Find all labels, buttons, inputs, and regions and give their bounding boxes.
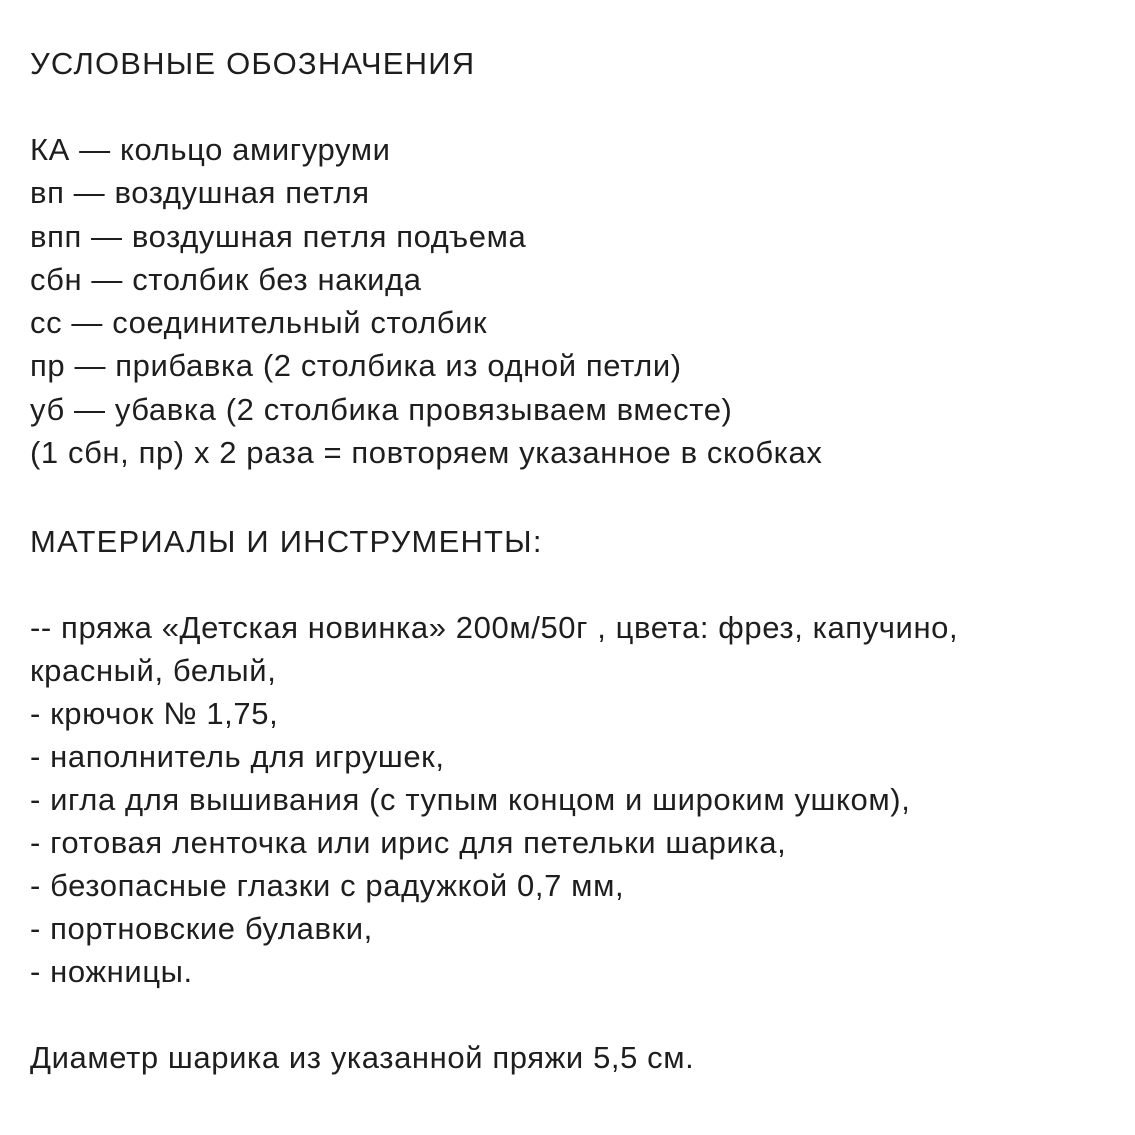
materials-item: - готовая ленточка или ирис для петельки шарика, xyxy=(30,825,787,860)
materials-item: - безопасные глазки с радужкой 0,7 мм, xyxy=(30,868,625,903)
materials-item: - крючок № 1,75, xyxy=(30,696,279,731)
legend-heading: УСЛОВНЫЕ ОБОЗНАЧЕНИЯ xyxy=(30,46,476,81)
materials-item: - ножницы. xyxy=(30,954,193,989)
materials-item: - игла для вышивания (с тупым концом и широким ушком), xyxy=(30,782,911,817)
legend-item: сбн — столбик без накида xyxy=(30,262,422,297)
legend-item: уб — убавка (2 столбика провязываем вместе) xyxy=(30,392,733,427)
legend-item: сс — соединительный столбик xyxy=(30,305,488,340)
materials-item: красный, белый, xyxy=(30,653,277,688)
materials-item: -- пряжа «Детская новинка» 200м/50г , цвета: фрез, капучино, xyxy=(30,610,959,645)
ball-diameter-note: Диаметр шарика из указанной пряжи 5,5 см. xyxy=(30,1040,695,1075)
legend-item: пр — прибавка (2 столбика из одной петли) xyxy=(30,348,682,383)
legend-item: КА — кольцо амигуруми xyxy=(30,132,391,167)
materials-item: - наполнитель для игрушек, xyxy=(30,739,445,774)
materials-heading: МАТЕРИАЛЫ И ИНСТРУМЕНТЫ: xyxy=(30,524,543,559)
legend-item: (1 сбн, пр) х 2 раза = повторяем указанное в скобках xyxy=(30,435,823,470)
materials-item: - портновские булавки, xyxy=(30,911,373,946)
legend-item: впп — воздушная петля подъема xyxy=(30,219,527,254)
legend-item: вп — воздушная петля xyxy=(30,175,370,210)
